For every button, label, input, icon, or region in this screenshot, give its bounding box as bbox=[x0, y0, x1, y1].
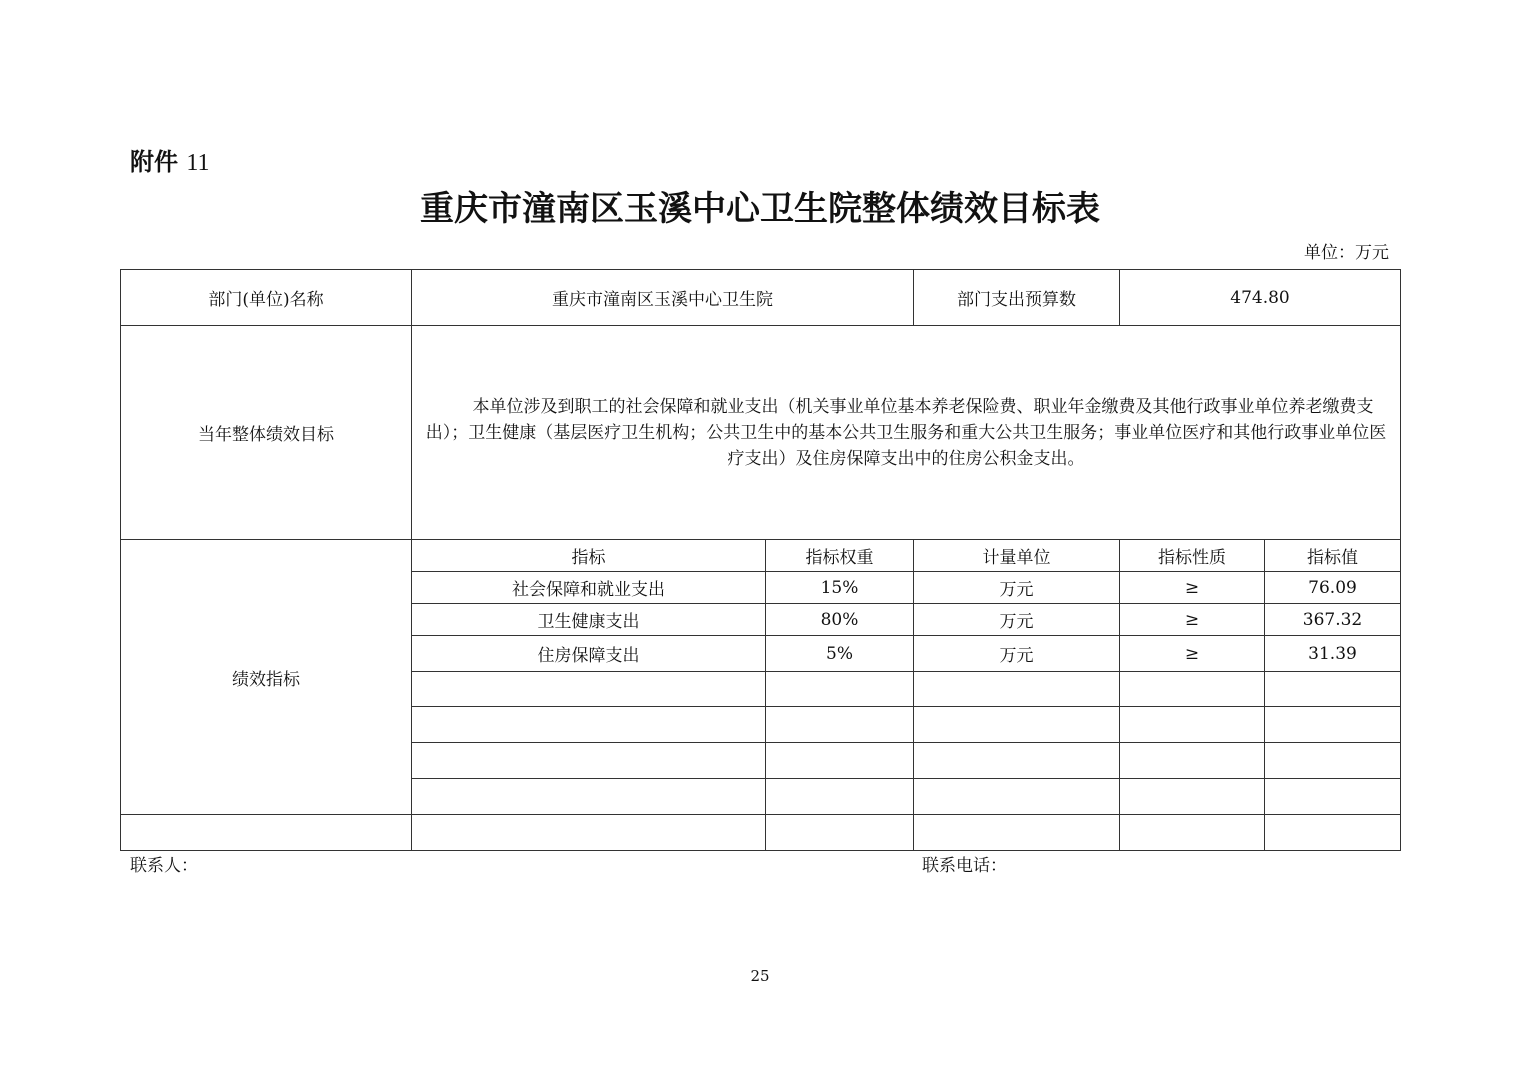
empty-cell bbox=[1120, 779, 1265, 815]
empty-cell bbox=[1265, 672, 1401, 707]
empty-row bbox=[121, 815, 1401, 851]
empty-cell bbox=[412, 707, 766, 743]
empty-cell bbox=[1120, 707, 1265, 743]
column-header-unit: 计量单位 bbox=[914, 540, 1120, 572]
indicator-section-label: 绩效指标 bbox=[121, 540, 412, 815]
indicator-header-row bbox=[121, 540, 1401, 572]
empty-cell bbox=[914, 815, 1120, 851]
empty-cell bbox=[766, 743, 914, 779]
dept-name-label: 部门(单位)名称 bbox=[121, 270, 412, 326]
column-header-nature: 指标性质 bbox=[1120, 540, 1265, 572]
unit-label: 单位：万元 bbox=[1304, 243, 1389, 263]
empty-cell bbox=[1120, 672, 1265, 707]
document-title: 重庆市潼南区玉溪中心卫生院整体绩效目标表 bbox=[420, 189, 1100, 229]
empty-cell bbox=[766, 707, 914, 743]
indicator-weight: 5% bbox=[766, 636, 914, 672]
empty-cell bbox=[766, 672, 914, 707]
contact-phone-label: 联系电话： bbox=[922, 856, 1007, 876]
indicator-value: 31.39 bbox=[1265, 636, 1401, 672]
goal-text-cell bbox=[412, 326, 1401, 540]
empty-cell bbox=[766, 779, 914, 815]
empty-cell bbox=[1120, 815, 1265, 851]
empty-cell bbox=[412, 815, 766, 851]
indicator-weight: 15% bbox=[766, 572, 914, 604]
contact-person-label: 联系人： bbox=[130, 856, 198, 876]
attachment-text: 附件 bbox=[130, 148, 178, 176]
page-number: 25 bbox=[750, 967, 770, 985]
attachment-label bbox=[130, 146, 209, 179]
empty-cell bbox=[1265, 743, 1401, 779]
indicator-unit: 万元 bbox=[914, 636, 1120, 672]
dept-name-value: 重庆市潼南区玉溪中心卫生院 bbox=[412, 270, 914, 326]
empty-cell bbox=[914, 672, 1120, 707]
column-header-indicator: 指标 bbox=[412, 540, 766, 572]
budget-label: 部门支出预算数 bbox=[914, 270, 1120, 326]
empty-cell bbox=[914, 707, 1120, 743]
column-header-value: 指标值 bbox=[1265, 540, 1401, 572]
attachment-number: 11 bbox=[186, 150, 210, 176]
indicator-name: 卫生健康支出 bbox=[412, 604, 766, 636]
indicator-nature: ≥ bbox=[1120, 572, 1265, 604]
indicator-weight: 80% bbox=[766, 604, 914, 636]
empty-cell bbox=[1265, 707, 1401, 743]
indicator-nature: ≥ bbox=[1120, 636, 1265, 672]
performance-target-table bbox=[120, 269, 1401, 851]
indicator-unit: 万元 bbox=[914, 604, 1120, 636]
indicator-unit: 万元 bbox=[914, 572, 1120, 604]
empty-cell bbox=[914, 743, 1120, 779]
empty-cell bbox=[1120, 743, 1265, 779]
indicator-nature: ≥ bbox=[1120, 604, 1265, 636]
indicator-name: 住房保障支出 bbox=[412, 636, 766, 672]
goal-label: 当年整体绩效目标 bbox=[121, 326, 412, 540]
header-row bbox=[121, 270, 1401, 326]
goal-text: 本单位涉及到职工的社会保障和就业支出（机关事业单位基本养老保险费、职业年金缴费及其他行政事业单位养老缴费支出）；卫生健康（基层医疗卫生机构；公共卫生中的基本公共卫生服务和重大公共卫生服务；事业单位医疗和其他行政事业单位医疗支出）及住房保障支出中的住房公积金支出。 bbox=[425, 396, 1387, 469]
empty-cell bbox=[412, 779, 766, 815]
empty-cell bbox=[121, 815, 412, 851]
empty-cell bbox=[766, 815, 914, 851]
indicator-value: 367.32 bbox=[1265, 604, 1401, 636]
empty-cell bbox=[412, 743, 766, 779]
indicator-value: 76.09 bbox=[1265, 572, 1401, 604]
empty-cell bbox=[1265, 815, 1401, 851]
empty-cell bbox=[412, 672, 766, 707]
empty-cell bbox=[914, 779, 1120, 815]
budget-value: 474.80 bbox=[1120, 270, 1401, 326]
column-header-weight: 指标权重 bbox=[766, 540, 914, 572]
goal-row bbox=[121, 326, 1401, 540]
empty-cell bbox=[1265, 779, 1401, 815]
indicator-name: 社会保障和就业支出 bbox=[412, 572, 766, 604]
